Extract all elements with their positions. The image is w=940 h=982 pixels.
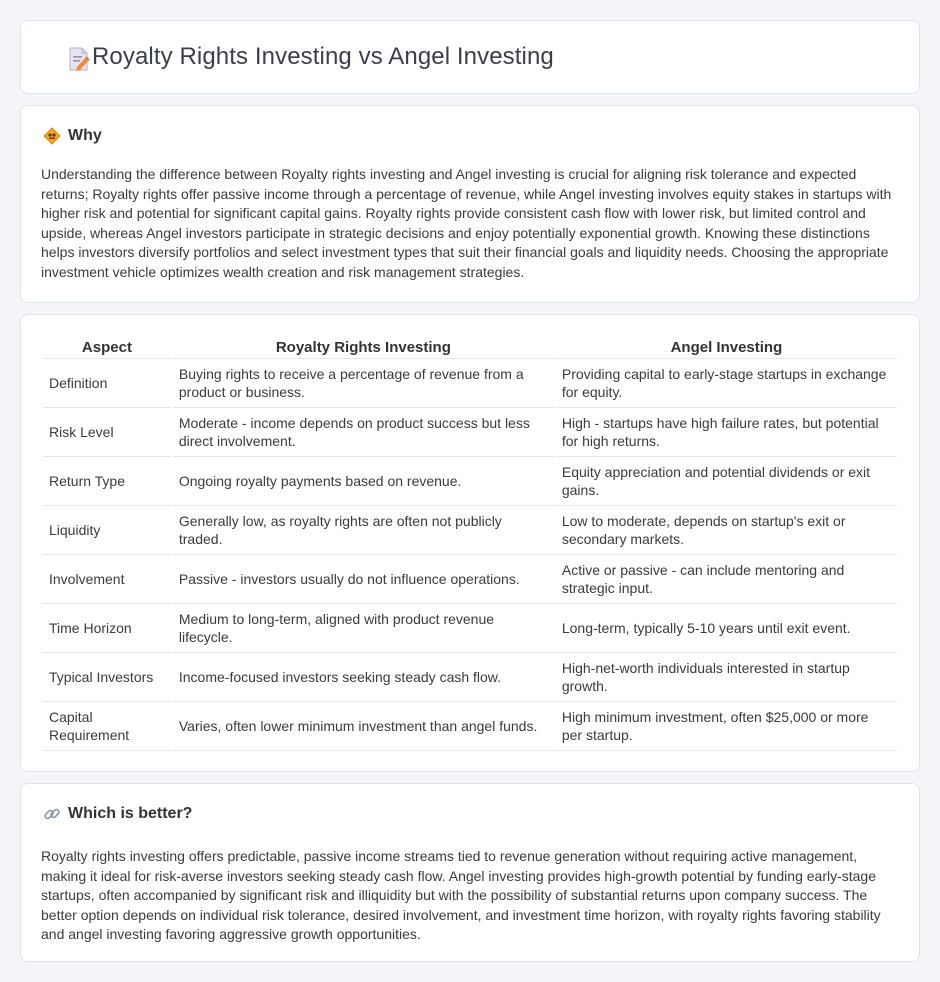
page-title: Royalty Rights Investing vs Angel Investing: [92, 43, 554, 70]
diamond-sign-icon: [43, 127, 61, 145]
angel-cell: Providing capital to early-stage startups in exchange for equity.: [556, 359, 897, 408]
royalty-cell: Generally low, as royalty rights are often not publicly traded.: [173, 506, 554, 555]
table-row: [43, 555, 897, 604]
angel-cell: High minimum investment, often $25,000 or more per startup.: [556, 702, 897, 751]
angel-cell: Long-term, typically 5-10 years until exit event.: [556, 604, 897, 653]
aspect-cell: Return Type: [43, 457, 171, 506]
royalty-cell: Buying rights to receive a percentage of revenue from a product or business.: [173, 359, 554, 408]
table-row: [43, 702, 897, 751]
angel-cell: High - startups have high failure rates, but potential for high returns.: [556, 408, 897, 457]
table-row: [43, 408, 897, 457]
column-header: Aspect: [43, 336, 171, 359]
table-row: [43, 457, 897, 506]
aspect-cell: Involvement: [43, 555, 171, 604]
better-text: Royalty rights investing offers predictable, passive income streams tied to revenue generation without requiring active management, making it ideal for risk-averse investors seeking steady cash flow. Angel investing provides high-growth potential by funding early-stage startups, often accompanied by significant risk and illiquidity but with the possibility of substantial returns upon company success. The better option depends on individual risk tolerance, desired involvement, and investment time horizon, with royalty rights favoring stability and angel investing favoring aggressive growth opportunities.: [41, 848, 881, 943]
angel-cell: Low to moderate, depends on startup's exit or secondary markets.: [556, 506, 897, 555]
angel-cell: High-net-worth individuals interested in startup growth.: [556, 653, 897, 702]
aspect-cell: Capital Requirement: [43, 702, 171, 751]
column-header: Angel Investing: [556, 336, 897, 359]
table-row: [43, 359, 897, 408]
better-heading: Which is better?: [68, 805, 193, 822]
table-row: [43, 506, 897, 555]
royalty-cell: Medium to long-term, aligned with product revenue lifecycle.: [173, 604, 554, 653]
royalty-cell: Income-focused investors seeking steady cash flow.: [173, 653, 554, 702]
why-section: [20, 105, 920, 303]
royalty-cell: Ongoing royalty payments based on revenue.: [173, 457, 554, 506]
column-header: Royalty Rights Investing: [173, 336, 554, 359]
royalty-cell: Passive - investors usually do not influence operations.: [173, 555, 554, 604]
better-heading-row: [43, 805, 192, 823]
which-is-better-section: [20, 783, 920, 962]
angel-cell: Equity appreciation and potential dividends or exit gains.: [556, 457, 897, 506]
angel-cell: Active or passive - can include mentoring and strategic input.: [556, 555, 897, 604]
royalty-cell: Varies, often lower minimum investment than angel funds.: [173, 702, 554, 751]
why-text: Understanding the difference between Royalty rights investing and Angel investing is crucial for aligning risk tolerance and expected returns; Royalty rights offer passive income through a percentage of revenue, while Angel investing involves equity stakes in startups with higher risk and potential for significant capital gains. Royalty rights provide consistent cash flow with lower risk, but limited control and upside, whereas Angel investors participate in strategic decisions and enjoy potentially exponential growth. Knowing these distinctions helps investors diversify portfolios and select investment types that suit their financial goals and liquidity needs. Choosing the appropriate investment vehicle optimizes wealth creation and risk management strategies.: [41, 166, 892, 280]
comparison-table: [41, 336, 899, 751]
title-card: [20, 20, 920, 94]
royalty-cell: Moderate - income depends on product success but less direct involvement.: [173, 408, 554, 457]
document-pencil-icon: [65, 45, 93, 73]
table-row: [43, 604, 897, 653]
aspect-cell: Liquidity: [43, 506, 171, 555]
aspect-cell: Typical Investors: [43, 653, 171, 702]
comparison-card: [20, 314, 920, 772]
aspect-cell: Risk Level: [43, 408, 171, 457]
link-icon: [43, 805, 61, 823]
why-heading-row: [43, 127, 102, 145]
why-heading: Why: [68, 127, 102, 144]
aspect-cell: Time Horizon: [43, 604, 171, 653]
table-row: [43, 653, 897, 702]
aspect-cell: Definition: [43, 359, 171, 408]
table-header-row: [43, 336, 897, 359]
